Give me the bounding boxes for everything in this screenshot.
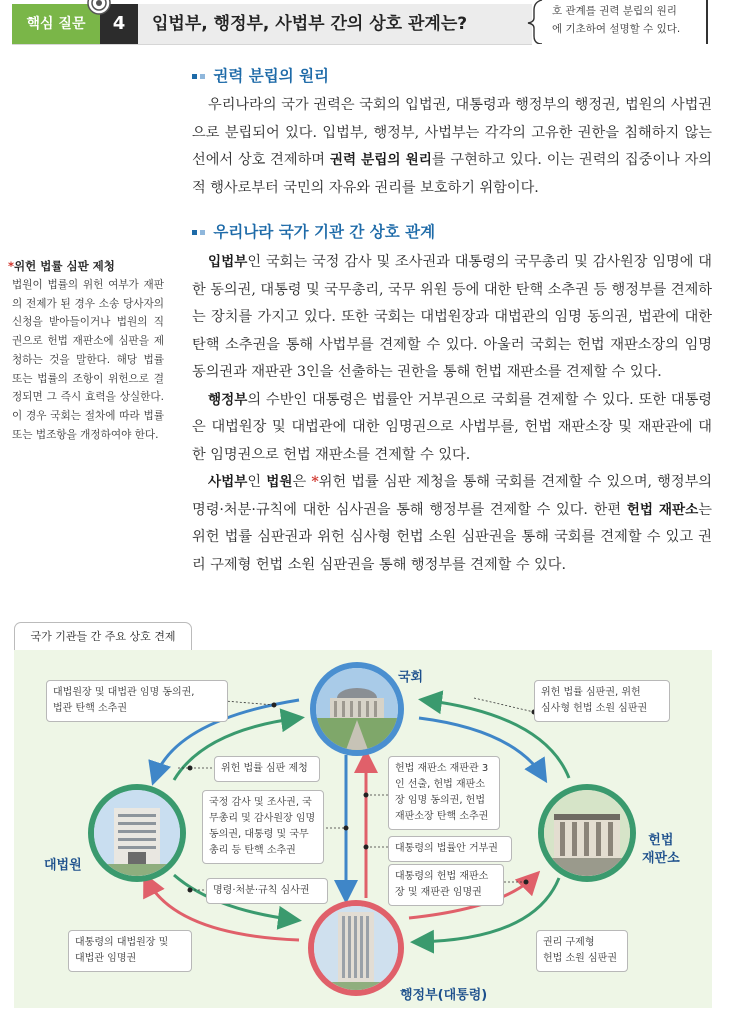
bullet-icon [192,230,197,235]
learning-goal-line: 에 기초하여 설명할 수 있다. [552,23,681,35]
box-presidential-veto: 대통령의 법률안 거부권 [388,836,512,862]
section-heading-text: 우리나라 국가 기관 간 상호 관계 [213,223,436,241]
box-text: 대법관 임명권 [75,953,137,964]
box-court-appointment-consent [46,680,228,722]
paragraph-text: 의 수반인 대통령은 법률안 거부권으로 국회를 견제할 수 있다. 또한 대통령은 대법원장 및 대법관에 대한 임명권으로 사법부를, 헌법 재판소장 및 재판관에 대한 임명권으로 헌법 재판소를 견제할 수 있다. [192,391,712,463]
section-label: 핵심 질문 [12,4,100,44]
node-label-cc-line: 헌법 [648,833,674,848]
node-label-executive: 행정부(대통령) [400,988,488,1003]
supreme-court-building-icon [94,790,180,876]
constitutional-court-circle [538,784,636,882]
box-assembly-executive-checks: 국정 감사 및 조사권, 국무총리 및 감사원장 임명 동의권, 대통령 및 국무총리 등 탄핵 소추권 [202,790,324,864]
box-text: 위헌 법률 심판권, 위헌 [541,687,641,698]
supreme-court-circle [88,784,186,882]
footnote-star: * [311,474,319,490]
paragraph-text: 우리나라의 국가 권력은 국회의 입법권, 대통령과 행정부의 행정권, 법원의 사법권으로 분립되어 있다. 입법부, 행정부, 사법부는 각각의 고유한 권한을 침해하지 않는 선에서 상호 견제하며 [192,97,712,168]
key-term: 입법부 [208,254,248,270]
target-icon [86,0,112,16]
key-term: 헌법 재판소 [626,501,699,518]
box-rights-relief [536,930,628,972]
paragraph-text: 은 [292,474,312,490]
box-assembly-cc-checks: 헌법 재판소 재판관 3인 선출, 헌법 재판소장 임명 동의권, 헌법 재판소장 탄핵 소추권 [388,756,500,830]
box-order-review: 명령·처분·규칙 심사권 [206,878,328,904]
node-label-assembly: 국회 [398,670,424,685]
key-term: 법원 [266,474,293,490]
box-president-court-appointment [68,930,192,972]
executive-circle [308,900,404,996]
box-text: 법관 탄핵 소추권 [53,703,127,714]
glossary-term: 위헌 법률 심판 제청 [14,259,115,273]
paragraph-text: 를 구현하고 있다. 이는 권력의 집중이나 자의적 행사로부터 국민의 자유와 권리를 보호하기 위함이다. [192,152,712,196]
learning-goal-line: 호 관계를 권력 분립의 원리 [552,5,677,17]
diagram-area [14,650,712,1008]
box-text: 헌법 소원 심판권 [543,953,617,964]
bullet-icon [200,74,205,79]
diagram-title-tab: 국가 기관들 간 주요 상호 견제 [14,622,192,651]
section-heading-text: 권력 분립의 원리 [213,67,330,85]
node-label-court: 대법원 [44,858,82,873]
brace-icon [524,0,544,44]
government-complex-building-icon [314,906,398,990]
paragraph-text: 인 [247,474,267,490]
learning-goal-note [544,0,708,44]
box-text: 권리 구제형 [543,937,595,948]
key-term: 권력 분립의 원리 [329,152,432,168]
box-cc-review-powers [534,680,670,722]
box-president-cc-appointment: 대통령의 헌법 재판소장 및 재판관 임명권 [388,864,504,906]
paragraph-text: 인 국회는 국정 감사 및 조사권과 대통령의 국무총리 및 감사원장 임명에 대한 동의권, 대통령 및 국무총리, 국무 위원 등에 대한 탄핵 소추권 등 행정부를 견제하는 장치를 가지고 있다. 또한 국회는 대법원장과 대법관의 임명 동의권, 법관에 대한 탄핵 소추권을 통해 사법부를 견제할 수 있다. 아울러 국회는 헌법 재판소장의 임명 동의권과 재판관 3인을 선출하는 권한을 통해 헌법 재판소를 견제할 수 있다. [192,254,712,380]
node-label-cc [642,832,680,868]
key-term: 사법부 [208,474,248,490]
glossary-body: 법원이 법률의 위헌 여부가 재판의 전제가 된 경우 소송 당사자의 신청을 받아들이거나 법원의 직권으로 헌법 재판소에 심판을 제청하는 것을 말한다. 해당 법률 또는 법률의 조항이 위헌으로 결정되면 그 즉시 효력을 상실한다. 이 경우 국회는 절차에 따라 법률 또는 법조항을 개정하여야 한다. [12,279,164,441]
box-text: 대법원장 및 대법관 임명 동의권, [53,687,195,698]
question-number: 4 [100,4,138,44]
box-text: 대통령의 대법원장 및 [75,937,169,948]
bullet-icon [192,74,197,79]
glossary-title [8,258,115,274]
node-label-cc-line: 재판소 [642,851,680,866]
assembly-circle [310,662,404,756]
paragraph-text: 는 위헌 법률 심판권과 위헌 심사형 헌법 소원 심판권을 통해 국회를 견제할 수 있고 권리 구제형 헌법 소원 심판권을 통해 행정부를 견제할 수 있다. [192,501,712,573]
national-assembly-building-icon [316,668,398,750]
paragraph-text: 위헌 법률 심판 제청을 통해 국회를 견제할 수 있으며, 행정부의 명령·처분·규칙에 대한 심사권을 통해 행정부를 견제할 수 있다. 한편 [192,474,712,518]
section-heading [192,64,329,86]
box-unconstitutionality-referral: 위헌 법률 심판 제청 [214,756,320,782]
section-heading [192,220,435,242]
bullet-icon [200,230,205,235]
box-text: 심사형 헌법 소원 심판권 [541,703,648,714]
key-term: 행정부 [208,391,248,408]
section-paragraph [192,249,712,579]
section-paragraph [192,92,712,202]
page-title: 입법부, 행정부, 사법부 간의 상호 관계는? [152,14,468,34]
footnote-star: * [8,259,15,273]
constitutional-court-building-icon [544,790,630,876]
